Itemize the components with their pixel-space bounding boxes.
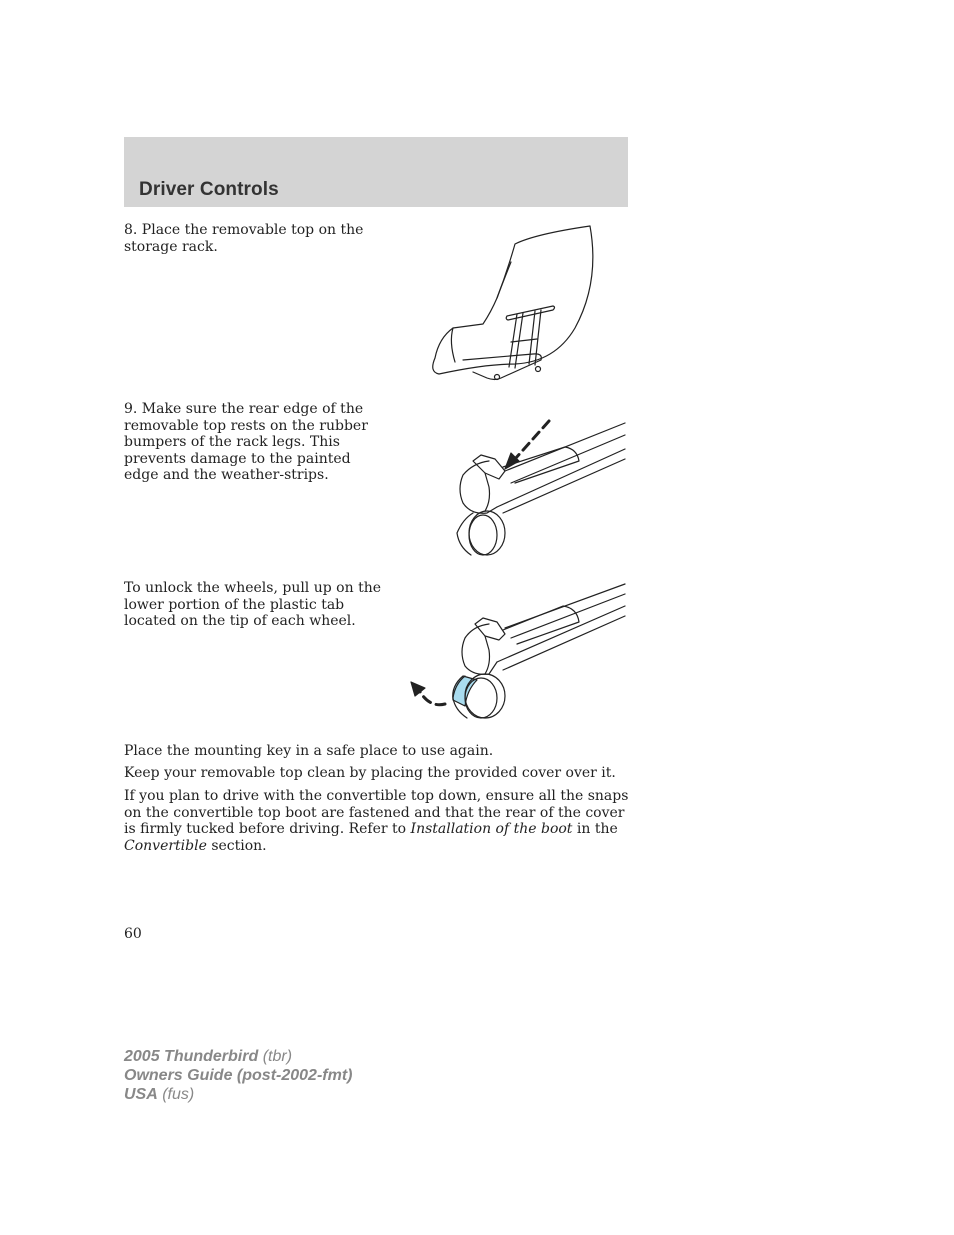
footer-guide: Owners Guide (post-2002-fmt) <box>124 1067 353 1084</box>
section-header-band <box>124 137 628 207</box>
rack-bumper-illustration <box>445 413 630 563</box>
boot-installation-reference: Installation of the boot <box>410 821 573 837</box>
step-9-text: 9. Make sure the rear edge of the removable top rests on the rubber bumpers of the rack legs. This prevents damage to the painted edge and the weather-strips. <box>124 401 368 483</box>
mounting-key-paragraph: Place the mounting key in a safe place to use again. <box>124 743 494 759</box>
cover-paragraph: Keep your removable top clean by placing the provided cover over it. <box>124 765 616 781</box>
paragraph-text: section. <box>206 837 267 854</box>
document-footer <box>124 1047 352 1104</box>
convertible-top-paragraph <box>124 788 630 854</box>
footer-market: USA <box>124 1086 158 1103</box>
footer-market-code: (fus) <box>157 1086 195 1103</box>
paragraph-text: in the <box>572 821 618 837</box>
footer-line-market <box>124 1085 352 1104</box>
footer-model-code: (tbr) <box>258 1048 293 1065</box>
storage-rack-illustration <box>425 222 625 382</box>
unlock-wheels-text: To unlock the wheels, pull up on the lower portion of the plastic tab located on the tip of each wheel. <box>124 580 381 629</box>
page-number: 60 <box>124 926 142 942</box>
section-title: Driver Controls <box>139 179 279 200</box>
footer-model: 2005 Thunderbird <box>124 1048 259 1065</box>
step-8-text: 8. Place the removable top on the storage rack. <box>124 222 364 255</box>
convertible-section-reference: Convertible <box>124 837 207 854</box>
footer-line-model <box>124 1047 352 1066</box>
wheel-unlock-illustration <box>405 578 630 723</box>
paragraph-text: If you plan to drive with the convertible top down, ensure all the snaps on the convertible top boot are fastened and that the rear of the cover is firmly tucked before driving. Refer to <box>124 788 629 837</box>
